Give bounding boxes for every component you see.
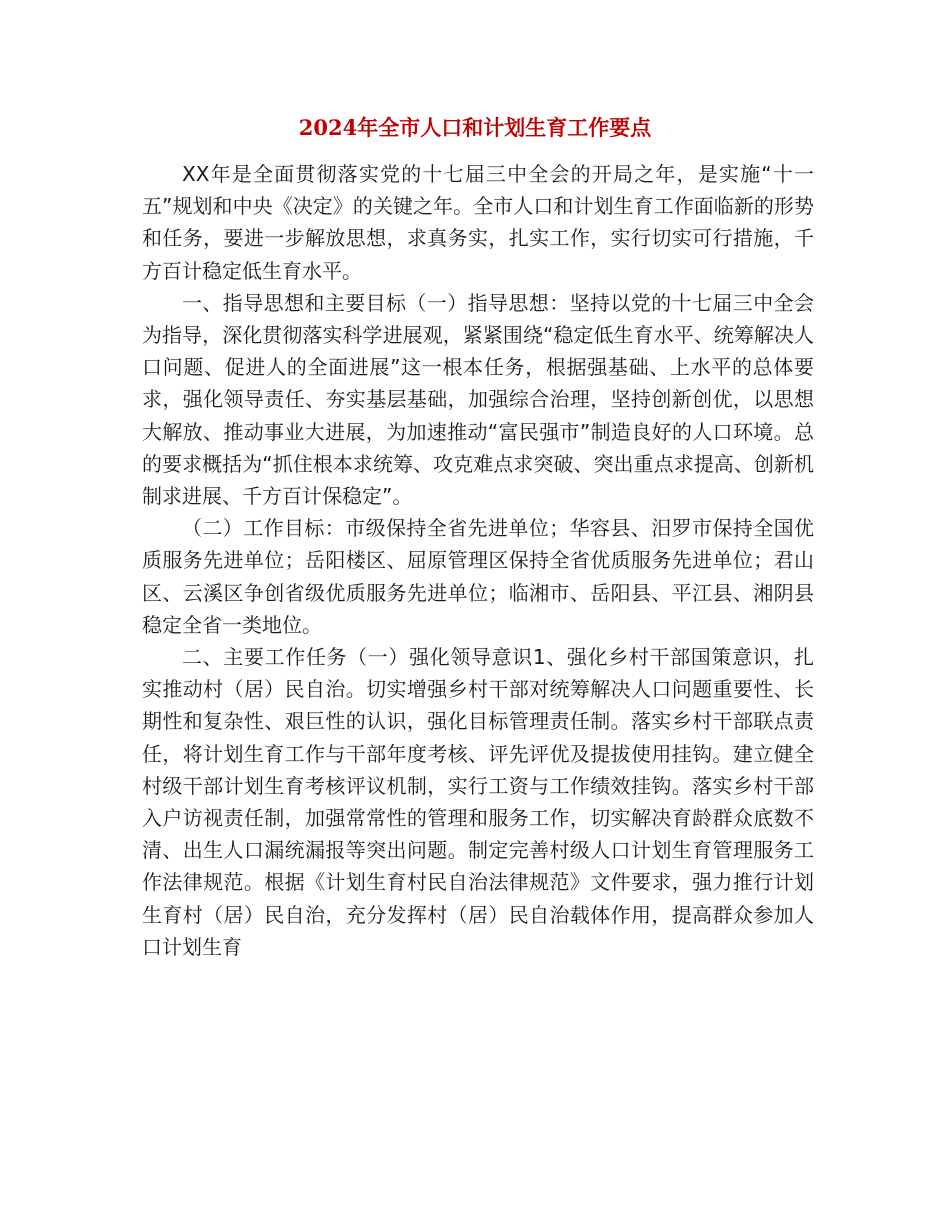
- document-body: [142, 158, 814, 963]
- paragraph-work-goals: （二）工作目标：市级保持全省先进单位；华容县、汨罗市保持全国优质服务先进单位；岳阳楼区、屈原管理区保持全省优质服务先进单位；君山区、云溪区争创省级优质服务先进单位；临湘市、岳阳县、平江县、湘阴县稳定全省一类地位。: [142, 516, 814, 637]
- document-title: 2024年全市人口和计划生育工作要点: [298, 115, 652, 140]
- paragraph-main-tasks: 二、主要工作任务（一）强化领导意识1、强化乡村干部国策意识，扎实推动村（居）民自治。切实增强乡村干部对统筹解决人口问题重要性、长期性和复杂性、艰巨性的认识，强化目标管理责任制。落实乡村干部联点责任，将计划生育工作与干部年度考核、评先评优及提拔使用挂钩。建立健全村级干部计划生育考核评议机制，实行工资与工作绩效挂钩。落实乡村干部入户访视责任制，加强常常性的管理和服务工作，切实解决育龄群众底数不清、出生人口漏统漏报等突出问题。制定完善村级人口计划生育管理服务工作法律规范。根据《计划生育村民自治法律规范》文件要求，强力推行计划生育村（居）民自治，充分发挥村（居）民自治载体作用，提高群众参加人口计划生育: [142, 645, 814, 959]
- paragraph-guiding-thought: 一、指导思想和主要目标（一）指导思想：坚持以党的十七届三中全会为指导，深化贯彻落实科学进展观，紧紧围绕“稳定低生育水平、统筹解决人口问题、促进人的全面进展”这一根本任务，根据强基础、上水平的总体要求，强化领导责任、夯实基层基础，加强综合治理，坚持创新创优，以思想大解放、推动事业大进展，为加速推动“富民强市”制造良好的人口环境。总的要求概括为“抓住根本求统筹、攻克难点求突破、突出重点求提高、创新机制求进展、千方百计保稳定”。: [142, 290, 814, 509]
- paragraph-intro: XX年是全面贯彻落实党的十七届三中全会的开局之年，是实施“十一五”规划和中央《决定》的关键之年。全市人口和计划生育工作面临新的形势和任务，要进一步解放思想，求真务实，扎实工作，实行切实可行措施，千方百计稳定低生育水平。: [142, 162, 814, 283]
